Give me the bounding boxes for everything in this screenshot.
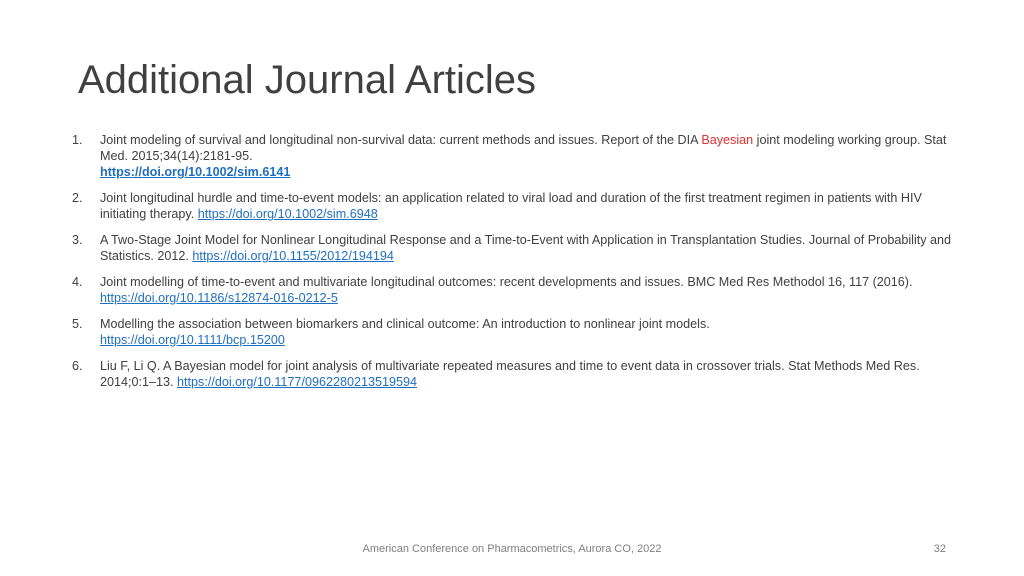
reference-item bbox=[72, 316, 952, 348]
doi-link[interactable]: https://doi.org/10.1155/2012/194194 bbox=[192, 249, 394, 263]
reference-number: 2. bbox=[72, 191, 83, 205]
reference-item bbox=[72, 358, 952, 390]
reference-text-continued: joint modeling working group. Stat Med. 2015;34(14):2181-95. bbox=[100, 133, 947, 163]
reference-text: Modelling the association between biomarkers and clinical outcome: An introduction to nonlinear joint models. bbox=[100, 317, 710, 331]
reference-text: Liu F, Li Q. A Bayesian model for joint analysis of multivariate repeated measures and time to event data in crossover trials. Stat Methods Med Res. 2014;0:1–13. bbox=[100, 359, 920, 389]
reference-item bbox=[72, 190, 952, 222]
reference-item bbox=[72, 232, 952, 264]
doi-link[interactable]: https://doi.org/10.1186/s12874-016-0212-5 bbox=[100, 291, 338, 305]
reference-number: 6. bbox=[72, 359, 83, 373]
reference-number: 3. bbox=[72, 233, 83, 247]
doi-link[interactable]: https://doi.org/10.1002/sim.6141 bbox=[100, 165, 291, 179]
doi-link[interactable]: https://doi.org/10.1177/0962280213519594 bbox=[177, 375, 418, 389]
footer-text: American Conference on Pharmacometrics, Aurora CO, 2022 bbox=[362, 543, 662, 555]
doi-link[interactable]: https://doi.org/10.1111/bcp.15200 bbox=[100, 333, 285, 347]
reference-text: Joint modeling of survival and longitudinal non-survival data: current methods and issues. Report of the DIA bbox=[100, 133, 702, 147]
reference-item bbox=[72, 132, 952, 180]
page-title: Additional Journal Articles bbox=[78, 58, 537, 102]
reference-number: 4. bbox=[72, 275, 83, 289]
page-number: 32 bbox=[933, 543, 946, 555]
reference-list bbox=[72, 132, 952, 400]
reference-text: A Two-Stage Joint Model for Nonlinear Longitudinal Response and a Time-to-Event with Application in Transplantation Studies. Journal of Probability and Statistics. 2012. bbox=[100, 233, 952, 263]
reference-number: 1. bbox=[72, 133, 83, 147]
doi-link[interactable]: https://doi.org/10.1002/sim.6948 bbox=[197, 207, 378, 221]
reference-number: 5. bbox=[72, 317, 83, 331]
reference-highlight: Bayesian bbox=[701, 133, 754, 147]
reference-text: Joint modelling of time-to-event and multivariate longitudinal outcomes: recent developments and issues. BMC Med Res Methodol 16, 117 (2016). bbox=[100, 275, 913, 289]
reference-item bbox=[72, 274, 952, 306]
reference-text: Joint longitudinal hurdle and time-to-event models: an application related to viral load and duration of the first treatment regimen in patients with HIV initiating therapy. bbox=[100, 191, 922, 221]
